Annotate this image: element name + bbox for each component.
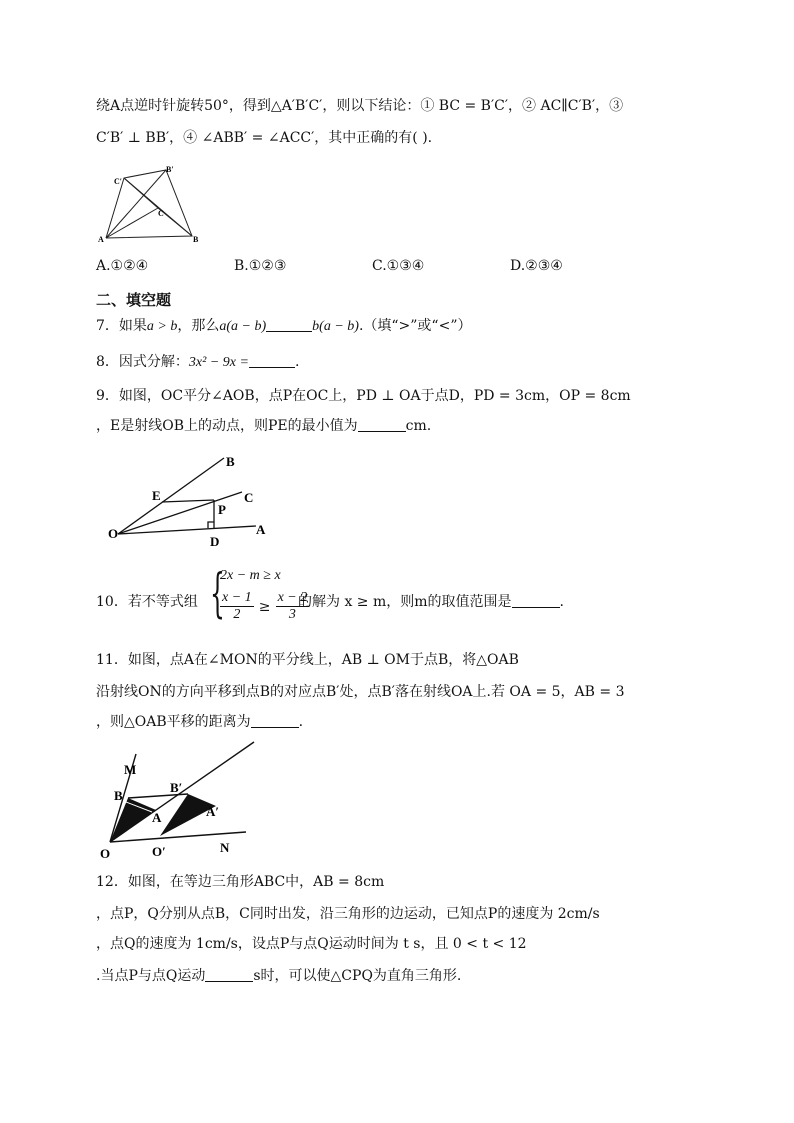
q6-option-c[interactable]: C.①③④ — [372, 258, 425, 274]
q11-label-n: N — [220, 840, 230, 855]
q9-label-o: O — [108, 526, 119, 541]
q11-label-bp: B′ — [170, 780, 183, 795]
q7-right: b(a − b) — [312, 319, 359, 334]
q11-label-b: B — [114, 788, 123, 803]
q11-line3-post: . — [298, 714, 304, 730]
q7 — [96, 316, 471, 337]
q11-line3 — [96, 712, 303, 732]
q7-cond: a > b — [146, 319, 178, 334]
q9-label-b: B — [226, 454, 235, 469]
q6-figure — [96, 158, 202, 244]
q9-label-p: P — [218, 502, 226, 517]
q11-line2: 沿射线ON的方向平移到点B的对应点B′处，点B′落在射线OA上.若 OA = 5，AB = 3 — [96, 684, 625, 700]
q6-option-d[interactable]: D.②③④ — [510, 258, 563, 274]
q9-line2-pre: ，E是射线OB上的动点，则PE的最小值为 — [96, 418, 358, 434]
q7-prefix: 7．如果 — [96, 318, 147, 334]
q12-line2: ，点P，Q分别从点B，C同时出发，沿三角形的边运动，已知点P的速度为 2cm/s — [96, 906, 600, 922]
q8-answer-blank[interactable] — [249, 353, 295, 368]
q6-label-cp: C′ — [114, 177, 123, 186]
q6-label-bp: B′ — [166, 165, 174, 174]
q10-frac2: $\frac{x - 2}{3}$ — [277, 590, 308, 622]
q9-label-c: C — [244, 490, 254, 505]
q9-label-a: A — [256, 522, 266, 537]
q10-prefix: 10．若不等式组 — [96, 594, 198, 610]
q6-line2: C′B′ ⊥ BB′，④ ∠ABB′ = ∠ACC′，其中正确的有( ). — [96, 130, 433, 146]
q9-line2 — [96, 416, 431, 436]
q10-mid: 的解为 x ≥ m，则m的取值范围是 — [298, 594, 512, 610]
q9-answer-blank[interactable] — [358, 417, 406, 432]
q8-prefix: 8．因式分解： — [96, 354, 189, 370]
q11-label-a: A — [152, 810, 162, 825]
q11-figure — [96, 740, 256, 864]
q11-line3-pre: ，则△OAB平移的距离为 — [96, 714, 251, 730]
q6-option-b[interactable]: B.①②③ — [234, 258, 287, 274]
q12-line4-pre: .当点P与点Q运动 — [96, 968, 206, 984]
q11-label-ap: A′ — [206, 804, 220, 819]
q8-expr: 3x² − 9x = — [188, 355, 249, 370]
q6-option-a[interactable]: A.①②④ — [96, 258, 149, 274]
q9-line1: 9．如图，OC平分∠AOB，点P在OC上，PD ⊥ OA于点D，PD = 3cm，OP = 8cm — [96, 388, 631, 404]
q9-line2-post: cm. — [405, 418, 432, 434]
q11-line1: 11．如图，点A在∠MON的平分线上，AB ⊥ OM于点B，将△OAB — [96, 652, 519, 668]
q12-line3: ，点Q的速度为 1cm/s，设点P与点Q运动时间为 t s，且 0 < t < 12 — [96, 936, 527, 952]
q8-suffix: . — [294, 354, 300, 370]
q10-suffix: . — [559, 594, 564, 610]
q11-label-m: M — [124, 762, 137, 777]
q10-answer-blank[interactable] — [512, 593, 560, 608]
q10-ineq2 — [220, 590, 309, 623]
q10-ineq1: 2x − m ≥ x — [220, 568, 281, 583]
q10-rest — [298, 592, 564, 612]
q8 — [96, 352, 299, 373]
q10-brace: { — [210, 564, 225, 624]
q6-line1: 绕A点逆时针旋转50°，得到△A′B′C′，则以下结论：① BC = B′C′，② AC∥C′B′，③ — [96, 98, 624, 114]
q11-label-op: O′ — [152, 844, 166, 859]
q12-line4 — [96, 966, 461, 986]
q9-label-d: D — [210, 534, 220, 549]
q10-rel: ≥ — [258, 599, 271, 615]
q12-line4-post: s时，可以使△CPQ为直角三角形. — [253, 968, 462, 984]
q6-label-a: A — [98, 235, 104, 244]
q9-label-e: E — [152, 488, 161, 503]
q7-suffix: .（填“>”或“<”） — [358, 318, 472, 334]
q7-left: a(a − b) — [219, 319, 267, 334]
q11-answer-blank[interactable] — [251, 713, 299, 728]
q10-frac1: $\frac{x - 1}{2}$ — [222, 590, 252, 622]
q6-label-b: B — [193, 235, 199, 244]
q11-label-o: O — [100, 846, 111, 861]
q7-answer-blank[interactable] — [266, 317, 312, 332]
q12-line1: 12．如图，在等边三角形ABC中，AB = 8cm — [96, 874, 385, 890]
q12-answer-blank[interactable] — [205, 967, 253, 982]
q6-label-c: C — [158, 209, 164, 218]
q7-mid: ，那么 — [177, 318, 220, 334]
section-title: 二、填空题 — [96, 291, 172, 309]
q9-figure — [96, 446, 286, 558]
